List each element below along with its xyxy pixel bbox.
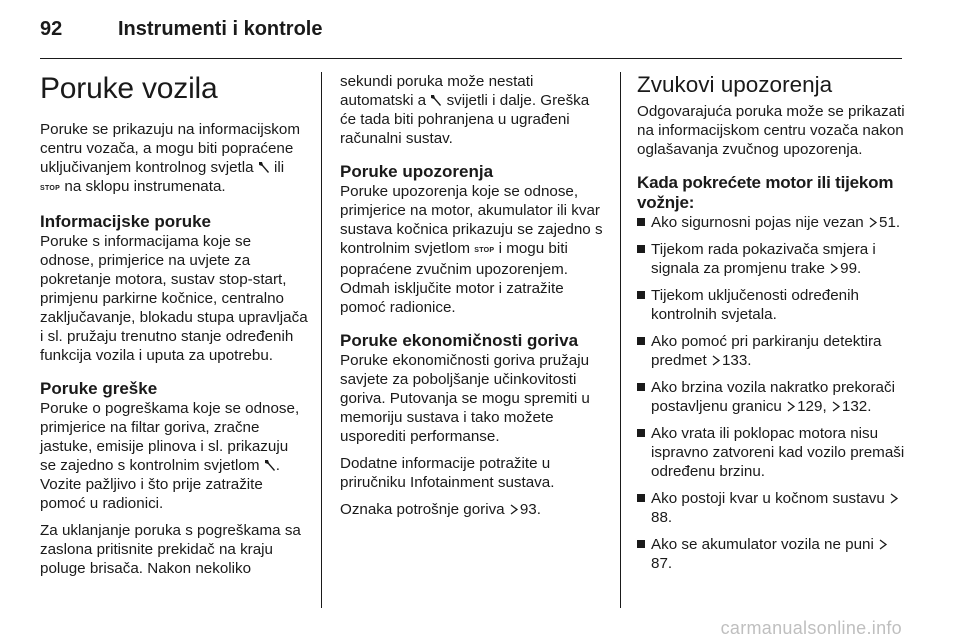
column-divider-1: [321, 72, 322, 608]
page-reference[interactable]: 99.: [840, 260, 862, 277]
section-heading-warning-chimes: Zvukovi upozorenja: [637, 72, 833, 97]
list-item-text: Ako sigurnosni pojas nije vezan: [651, 214, 864, 231]
bullet-square-icon: [637, 540, 645, 548]
warning-paragraph: Poruke upozorenja koje se odnose, primjerice na motor, akumulator ili kvar sustava kočnica prikazuju se zajedno s kontrolnim svjetlom STOP i mogu biti popraćene zvučnim upozorenjem. Odmah isključite motor i zatražite pomoć radionice.: [340, 183, 603, 316]
chimes-intro: Odgovarajuća poruka može se prikazati na informacijskom centru vozača nakon oglašavanja zvučnog upozorenja.: [637, 103, 905, 158]
bullet-square-icon: [637, 245, 645, 253]
stop-icon: STOP: [40, 185, 61, 192]
page-header: [40, 18, 322, 48]
section-heading-vehicle-messages: Poruke vozila: [40, 72, 218, 105]
bullet-square-icon: [637, 337, 645, 345]
page-reference[interactable]: 88.: [651, 509, 673, 526]
list-item: [637, 424, 905, 481]
page-reference[interactable]: 129,: [797, 398, 827, 415]
list-item: [637, 240, 905, 278]
subheading-warning-messages: Poruke upozorenja: [340, 162, 494, 181]
page-reference[interactable]: 93.: [519, 501, 541, 518]
stop-icon: STOP: [474, 247, 495, 254]
page-reference-icon: [868, 216, 878, 229]
page-reference-icon: [711, 354, 721, 367]
list-item: [637, 535, 905, 573]
bullet-square-icon: [637, 494, 645, 502]
page-reference[interactable]: 51.: [879, 214, 901, 231]
page-reference-icon: [509, 503, 519, 516]
header-divider: [40, 58, 902, 59]
bullet-square-icon: [637, 218, 645, 226]
list-item: [637, 378, 905, 416]
subheading-fuel-economy: Poruke ekonomičnosti goriva: [340, 331, 579, 350]
column-divider-2: [620, 72, 621, 608]
wrench-icon: [258, 161, 270, 174]
list-item-text: Ako pomoć pri parkiranju detektira predmet: [651, 333, 882, 369]
bullet-square-icon: [637, 383, 645, 391]
watermark-text: carmanualsonline.info: [720, 618, 902, 638]
list-item: [637, 286, 905, 324]
wrench-icon: [430, 94, 442, 107]
page-reference-icon: [829, 262, 839, 275]
list-item-text: Tijekom uključenosti određenih kontrolnih svjetala.: [651, 287, 859, 323]
chime-list: [637, 213, 905, 573]
page-reference-icon: [889, 492, 899, 505]
infotainment-reference: Dodatne informacije potražite u priručniku Infotainment sustava.: [340, 455, 555, 491]
list-item-text: Ako brzina vozila nakratko prekorači postavljenu granicu: [651, 379, 895, 415]
subheading-info-messages: Informacijske poruke: [40, 212, 212, 231]
subheading-engine-driving: Kada pokrećete motor ili tijekom vožnje:: [637, 173, 894, 212]
fuel-economy-paragraph: Poruke ekonomičnosti goriva pružaju savjete za poboljšanje učinkovitosti goriva. Putovanja se mogu spremiti u memoriju sustava i tako možete usporediti performanse.: [340, 352, 590, 445]
page-reference-icon: [786, 400, 796, 413]
info-paragraph: Poruke s informacijama koje se odnose, primjerice na uvjete za pokretanje motora, sustav stop-start, primjenu parkirne kočnice, centralno zaključavanje, blokadu stupa upravljača i sl. pružaju trenutno stanje određenih funkcija vozila i uputa za upotrebu.: [40, 233, 308, 364]
continued-paragraph: sekundi poruka može nestati automatski a svijetli i dalje. Greška će tada biti pohranjena u ugrađeni računalni sustav.: [340, 73, 590, 147]
fuel-consumption-reference: Oznaka potrošnje goriva 93.: [340, 501, 541, 518]
clear-paragraph: Za uklanjanje poruka s pogreškama sa zaslona pritisnite prekidač na kraju poluge brisača. Nakon nekoliko: [40, 522, 301, 577]
chapter-title: Instrumenti i kontrole: [118, 18, 323, 40]
page-reference-icon: [831, 400, 841, 413]
list-item-text: Tijekom rada pokazivača smjera i signala za promjenu trake: [651, 241, 876, 277]
column-1: [40, 72, 308, 586]
list-item-text: Ako se akumulator vozila ne puni: [651, 536, 874, 553]
page-reference-icon: [878, 538, 888, 551]
column-3: [637, 72, 905, 581]
list-item: [637, 332, 905, 370]
bullet-square-icon: [637, 429, 645, 437]
intro-paragraph: Poruke se prikazuju na informacijskom centru vozača, a mogu biti popraćene uključivanjem kontrolnog svjetla ili STOP na sklopu instrumenata.: [40, 121, 300, 195]
bullet-square-icon: [637, 291, 645, 299]
list-item: [637, 489, 905, 527]
wrench-icon: [264, 459, 276, 472]
page-number: 92: [40, 18, 63, 40]
list-item-text: Ako vrata ili poklopac motora nisu ispravno zatvoreni kad vozilo premaši određenu brzinu.: [651, 425, 905, 480]
subheading-error-messages: Poruke greške: [40, 379, 158, 398]
list-item-text: Ako postoji kvar u kočnom sustavu: [651, 490, 885, 507]
page-reference[interactable]: 87.: [651, 555, 673, 572]
page-reference[interactable]: 132.: [841, 398, 872, 415]
column-2: [340, 72, 608, 527]
page-reference[interactable]: 133.: [721, 352, 752, 369]
list-item: [637, 213, 905, 232]
error-paragraph: Poruke o pogreškama koje se odnose, primjerice na filtar goriva, zračne jastuke, emisije plinova i sl. prikazuju se zajedno s kontrolnim svjetlom . Vozite pažljivo i što prije zatražite pomoć u radionici.: [40, 400, 300, 512]
